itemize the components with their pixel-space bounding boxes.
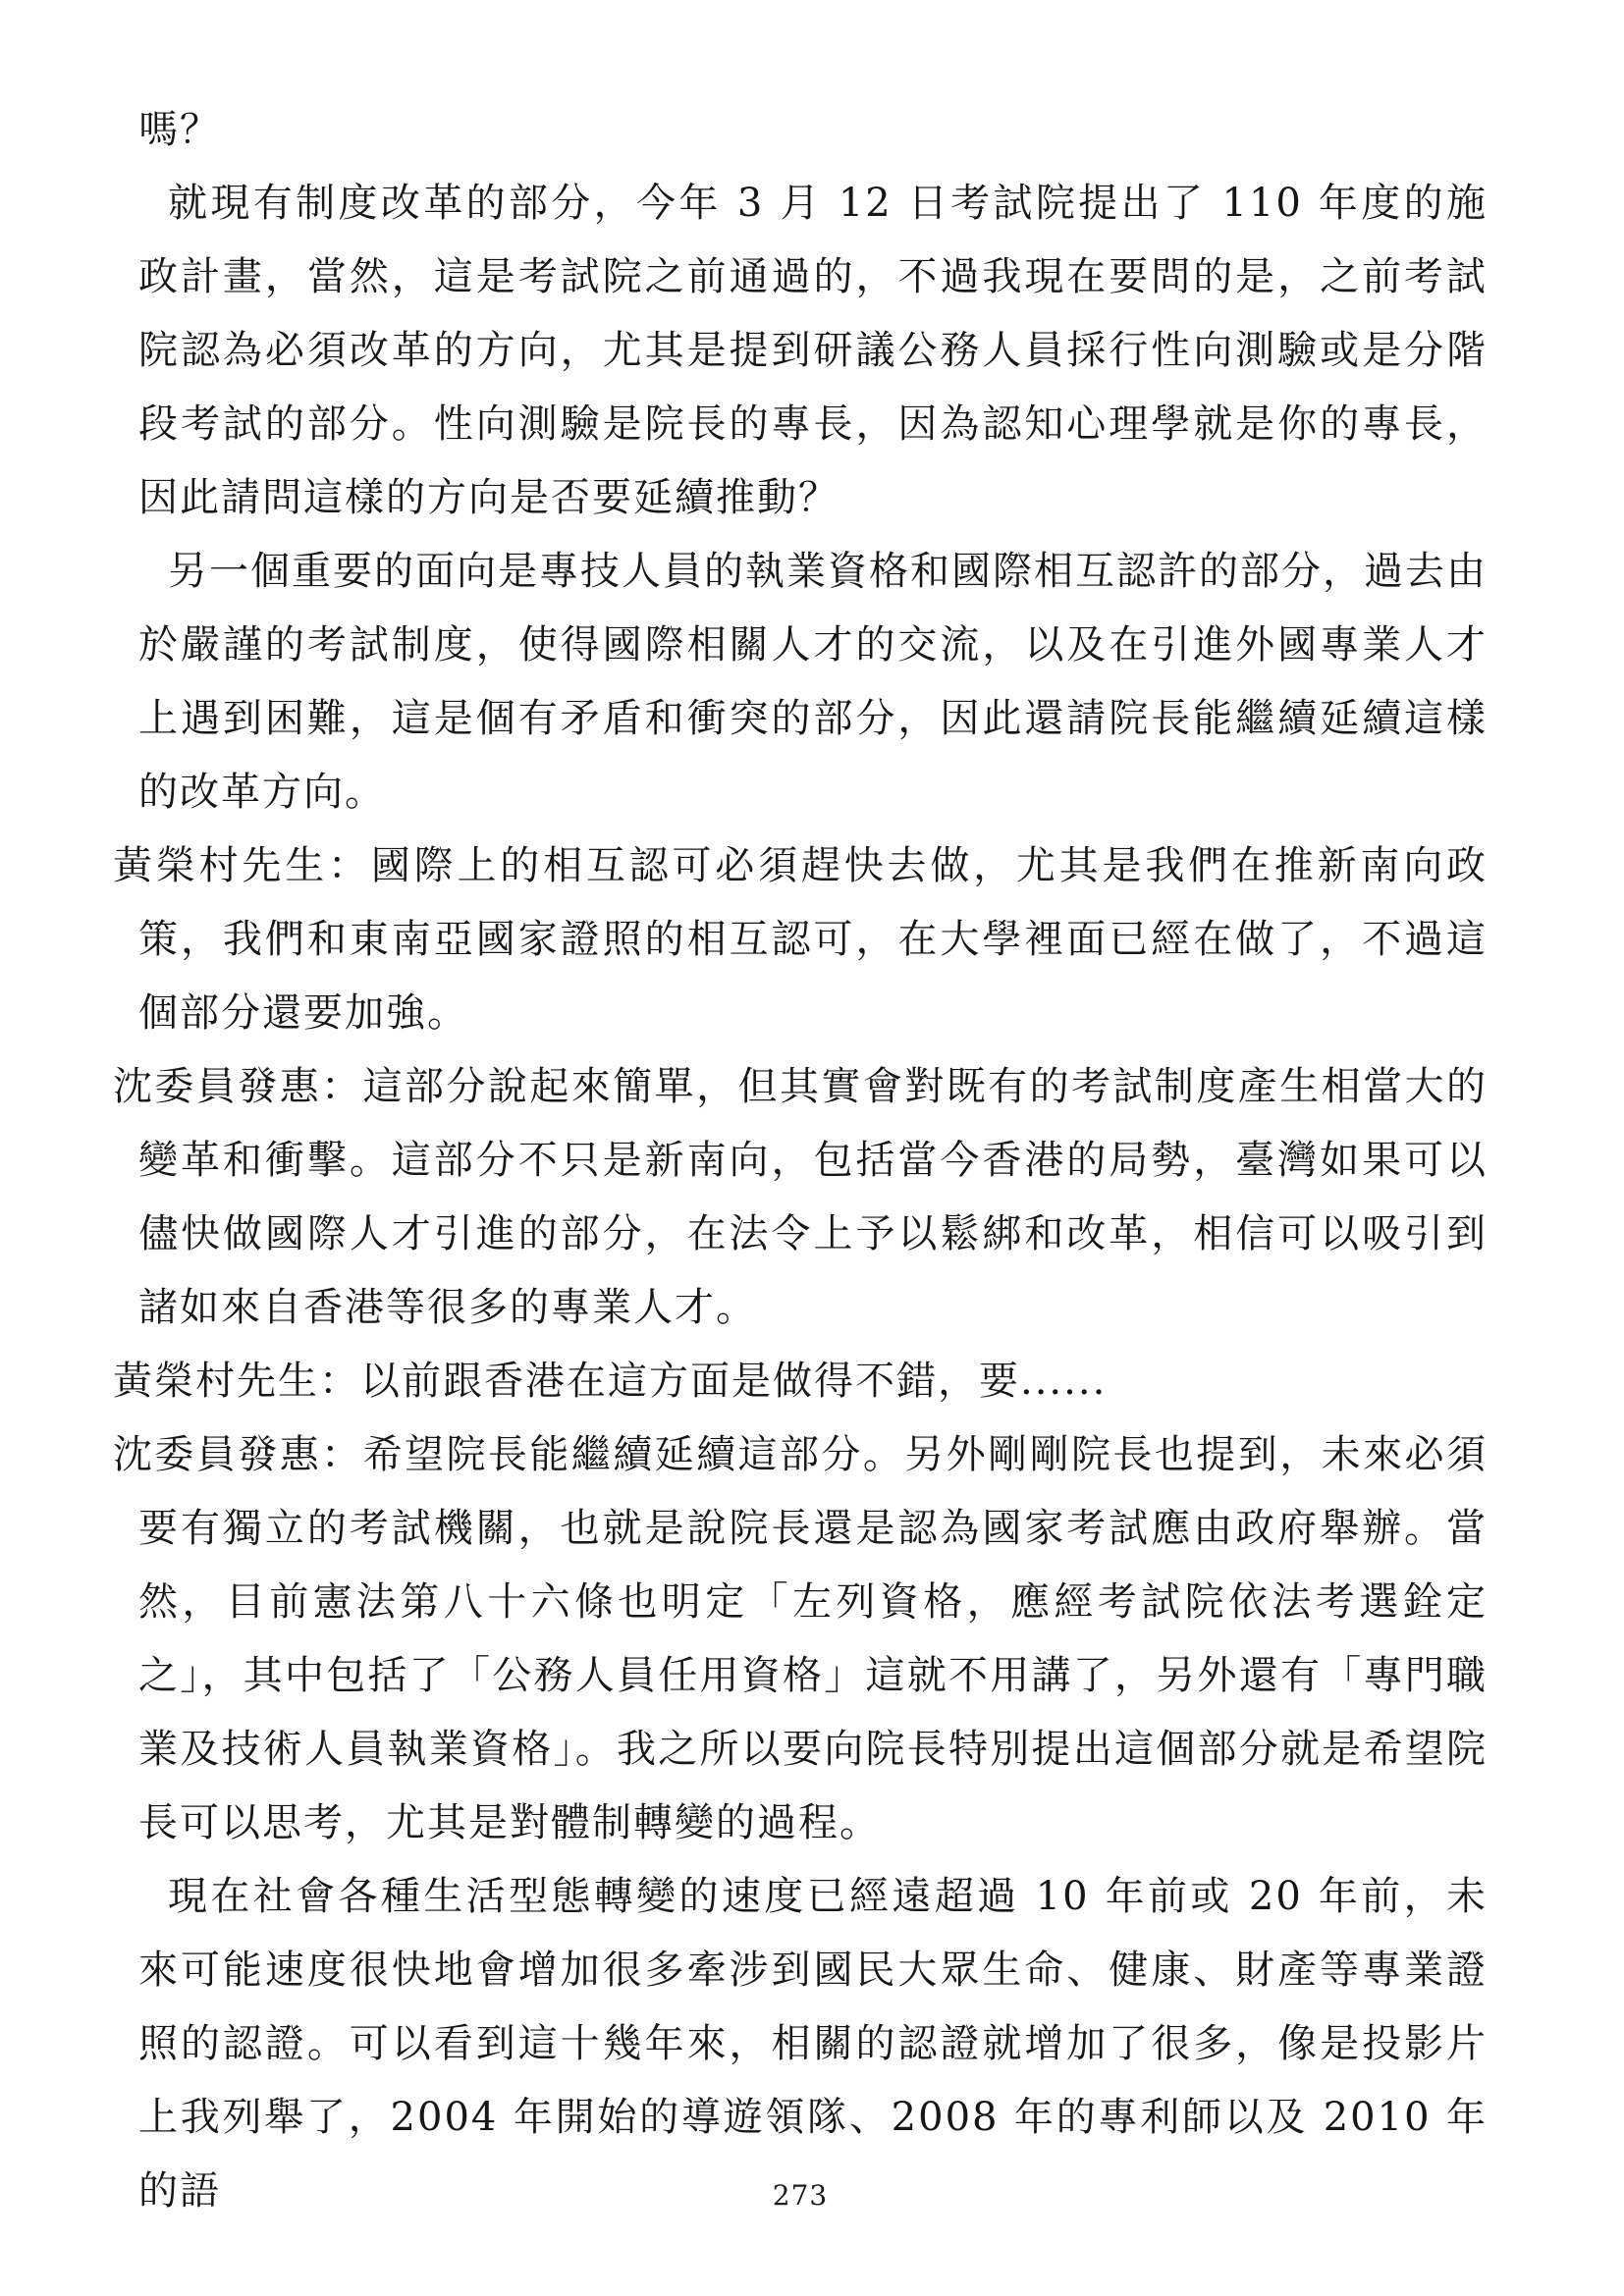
document-body <box>113 93 1488 2228</box>
paragraph: 黃榮村先生：以前跟香港在這方面是做得不錯，要...... <box>113 1359 1108 1404</box>
page-number: 273 <box>772 2179 829 2212</box>
paragraph: 另一個重要的面向是專技人員的執業資格和國際相互認許的部分，過去由於嚴謹的考試制度，使得國際相關人才的交流，以及在引進外國專業人才上遇到困難，這是個有矛盾和衝突的部分，因此還請院長能繼續延續這樣的改革方向。 <box>138 549 1488 815</box>
paragraph: 就現有制度改革的部分，今年 3 月 12 日考試院提出了 110 年度的施政計畫，當然，這是考試院之前通過的，不過我現在要問的是，之前考試院認為必須改革的方向，尤其是提到研議公務人員採行性向測驗或是分階段考試的部分。性向測驗是院長的專長，因為認知心理學就是你的專長，因此請問這樣的方向是否要延續推動？ <box>138 181 1488 520</box>
paragraph: 嗎？ <box>138 107 221 152</box>
paragraph: 沈委員發惠：這部分說起來簡單，但其實會對既有的考試制度產生相當大的變革和衝擊。這部分不只是新南向，包括當今香港的局勢，臺灣如果可以儘快做國際人才引進的部分，在法令上予以鬆綁和改革，相信可以吸引到諸如來自香港等很多的專業人才。 <box>113 1064 1488 1330</box>
paragraph: 沈委員發惠：希望院長能繼續延續這部分。另外剛剛院長也提到，未來必須要有獨立的考試機關，也就是說院長還是認為國家考試應由政府舉辦。當然，目前憲法第八十六條也明定「左列資格，應經考試院依法考選銓定之」，其中包括了「公務人員任用資格」這就不用講了，另外還有「專門職業及技術人員執業資格」。我之所以要向院長特別提出這個部分就是希望院長可以思考，尤其是對體制轉變的過程。 <box>113 1432 1488 1845</box>
paragraph: 現在社會各種生活型態轉變的速度已經遠超過 10 年前或 20 年前，未來可能速度很快地會增加很多牽涉到國民大眾生命、健康、財產等專業證照的認證。可以看到這十幾年來，相關的認證就增加了很多，像是投影片上我列舉了，2004 年開始的導遊領隊、2008 年的專利師以及 2010 年的語 <box>138 1874 1488 2214</box>
paragraph: 黃榮村先生：國際上的相互認可必須趕快去做，尤其是我們在推新南向政策，我們和東南亞國家證照的相互認可，在大學裡面已經在做了，不過這個部分還要加強。 <box>113 843 1488 1036</box>
